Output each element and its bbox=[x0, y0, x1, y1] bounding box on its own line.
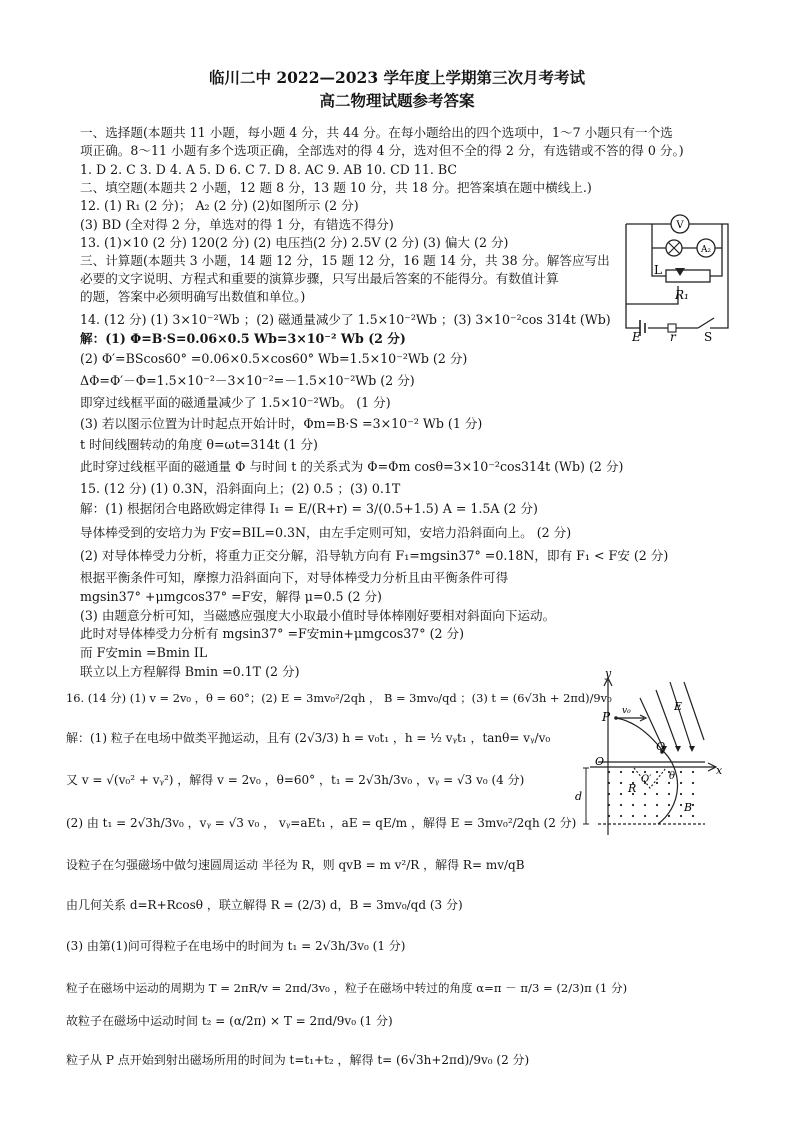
field-diagram bbox=[570, 670, 735, 840]
x-label: x bbox=[716, 764, 723, 777]
q14-step-3c: 此时穿过线框平面的磁通量 Φ 与时间 t 的关系式为 Φ=Φm cosθ=3×10⁻²cos314t (Wb) (2 分) bbox=[80, 459, 624, 474]
q15-step-3b: 此时对导体棒受力分析有 mgsin37° =F安min+μmgcos37° (2 分) bbox=[80, 626, 465, 641]
point-q-label: Q bbox=[656, 740, 666, 753]
section-3-note: 必要的文字说明、方程式和重要的演算步骤，只写出最后答案的不能得分。有数值计算 bbox=[80, 271, 559, 286]
q15-step-3d: 联立以上方程解得 Bmin =0.1T (2 分) bbox=[80, 664, 300, 679]
theta-label: θ bbox=[669, 771, 676, 782]
q16-step-3d: 粒子从 P 点开始到射出磁场所用的时间为 t=t₁+t₂ ，解得 t= (6√3h+2πd)/9v₀ (2 分) bbox=[66, 1053, 530, 1067]
q16-step-2c: 由几何关系 d=R+Rcosθ ，联立解得 R = (2/3) d，B = 3mv₀/qd (3 分) bbox=[66, 898, 463, 912]
q16-step-2: (2) 由 t₁ = 2√3h/3v₀ ，vᵧ = √3 v₀ ， vᵧ=aEt₁ ，aE = qE/m ，解得 E = 3mv₀²/2qh (2 分) bbox=[66, 816, 577, 830]
q15-step-3: (3) 由题意分析可知，当磁感应强度大小取最小值时导体棒刚好要相对斜面向下运动。 bbox=[80, 608, 556, 623]
v0-label: v₀ bbox=[622, 706, 631, 716]
center-label: O′ bbox=[641, 774, 652, 785]
document-title: 临川二中 2022—2023 学年度上学期第三次月考考试 bbox=[208, 68, 586, 87]
q15-step-2b: 根据平衡条件可知，摩擦力沿斜面向下，对导体棒受力分析且由平衡条件可得 bbox=[80, 570, 509, 585]
q15-step-1: 解：(1) 根据闭合电路欧姆定律得 I₁ = E/(R+r) = 3/(0.5+1.5) A = 1.5A (2 分) bbox=[80, 501, 538, 516]
section-1-note: 项正确。8～11 小题有多个选项正确，全部选对的得 4 分，选对但不全的得 2 分，有选错或不答的得 0 分。) bbox=[80, 143, 684, 158]
section-3-note-2: 的题，答案中必须明确写出数值和单位。) bbox=[80, 289, 306, 304]
y-label: y bbox=[605, 670, 612, 680]
q16-step-3c: 故粒子在磁场中运动时间 t₂ = (α/2π) × T = 2πd/9v₀ (1 分) bbox=[66, 1014, 393, 1028]
document-subtitle: 高二物理试题参考答案 bbox=[319, 91, 475, 110]
rheostat-label: R₁ bbox=[675, 288, 689, 302]
q14-step-2b: ΔΦ=Φ′－Φ=1.5×10⁻²－3×10⁻²=－1.5×10⁻²Wb (2 分) bbox=[80, 373, 415, 388]
q15-step-1b: 导体棒受到的安培力为 F安=BIL=0.3N，由左手定则可知，安培力沿斜面向上。 (2 分) bbox=[80, 525, 572, 540]
q15-summary: 15. (12 分) (1) 0.3N，沿斜面向上；(2) 0.5 ；(3) 0.1T bbox=[80, 481, 401, 496]
q13-answer: 13. (1)×10 (2 分) 120(2 分) (2) 电压挡(2 分) 2.5V (2 分) (3) 偏大 (2 分) bbox=[80, 235, 509, 250]
q12-answer: 12. (1) R₁ (2 分)； A₂ (2 分) (2)如图所示 (2 分) bbox=[80, 198, 359, 213]
q15-step-2: (2) 对导体棒受力分析，将重力正交分解，沿导轨方向有 F₁=mgsin37° =0.18N，即有 F₁ < F安 (2 分) bbox=[80, 548, 669, 563]
choice-answers: 1. D 2. C 3. D 4. A 5. D 6. C 7. D 8. AC 9. AB 10. CD 11. BC bbox=[80, 162, 457, 177]
section-2-heading: 二、填空题(本题共 2 小题，12 题 8 分，13 题 10 分，共 18 分。把答案填在题中横线上.) bbox=[80, 180, 592, 195]
origin-label: O bbox=[595, 755, 605, 768]
resistance-label: r bbox=[670, 330, 676, 343]
q14-step-3: (3) 若以图示位置为计时起点开始计时，Φm=B·S =3×10⁻² Wb (1 分) bbox=[80, 416, 483, 431]
q16-summary: 16. (14 分) (1) v = 2v₀ ，θ = 60°；(2) E = 3mv₀²/2qh ， B = 3mv₀/qd ；(3) t = (6√3h + 2πd)/9v₀ bbox=[66, 691, 612, 705]
switch-label: S bbox=[704, 330, 713, 343]
section-1-heading: 一、选择题(本题共 11 小题，每小题 4 分，共 44 分。在每小题给出的四个选项中，1～7 小题只有一个选 bbox=[80, 125, 673, 140]
q15-step-2c: mgsin37° +μmgcos37° =F安，解得 μ=0.5 (2 分) bbox=[80, 589, 382, 604]
q16-step-3: (3) 由第(1)问可得粒子在电场中的时间为 t₁ = 2√3h/3v₀ (1 分) bbox=[66, 939, 406, 953]
b-field-label: B bbox=[684, 801, 693, 814]
ammeter-label: A₂ bbox=[700, 245, 712, 255]
emf-label: E bbox=[632, 330, 641, 343]
q14-step-1: 解：(1) Φ=B·S=0.06×0.5 Wb=3×10⁻² Wb (2 分) bbox=[80, 331, 406, 346]
section-3-heading: 三、计算题(本题共 3 小题，14 题 12 分，15 题 12 分，16 题 14 分，共 38 分。解答应写出 bbox=[80, 253, 610, 268]
d-label: d bbox=[575, 790, 583, 803]
q14-step-3b: t 时间线圈转动的角度 θ=ωt=314t (1 分) bbox=[80, 437, 318, 452]
q16-step-2b: 设粒子在匀强磁场中做匀速圆周运动 半径为 R，则 qvB = m v²/R ，解得 R= mv/qB bbox=[66, 858, 525, 872]
e-field-label: E bbox=[674, 700, 683, 713]
lamp-label: L bbox=[654, 263, 662, 277]
circuit-diagram bbox=[618, 208, 738, 343]
voltmeter-label: V bbox=[676, 220, 684, 231]
q16-step-1b: 又 v = √(v₀² + vᵧ²) ，解得 v = 2v₀ ，θ=60° ，t₁ = 2√3h/3v₀ ，vᵧ = √3 v₀ (4 分) bbox=[66, 773, 525, 787]
q12-answer-3: (3) BD (全对得 2 分，单选对的得 1 分，有错选不得分) bbox=[80, 217, 394, 232]
q14-summary: 14. (12 分) (1) 3×10⁻²Wb ；(2) 磁通量减少了 1.5×10⁻²Wb ；(3) 3×10⁻²cos 314t (Wb) bbox=[80, 312, 611, 327]
point-p-label: P bbox=[602, 710, 611, 724]
q14-step-2: (2) Φ′=BScos60° =0.06×0.5×cos60° Wb=1.5×10⁻²Wb (2 分) bbox=[80, 351, 468, 366]
q15-step-3c: 而 F安min =Bmin IL bbox=[80, 645, 208, 660]
q16-step-1: 解：(1) 粒子在电场中做类平抛运动，且有 (2√3/3) h = v₀t₁ ，h = ½ vᵧt₁ ，tanθ= vᵧ/v₀ bbox=[66, 731, 551, 745]
q16-step-3b: 粒子在磁场中运动的周期为 T = 2πR/v = 2πd/3v₀ ，粒子在磁场中转过的角度 α=π － π/3 = (2/3)π (1 分) bbox=[66, 981, 628, 995]
radius-label: R bbox=[628, 782, 637, 795]
q14-step-2c: 即穿过线框平面的磁通量减少了 1.5×10⁻²Wb。 (1 分) bbox=[80, 395, 391, 410]
